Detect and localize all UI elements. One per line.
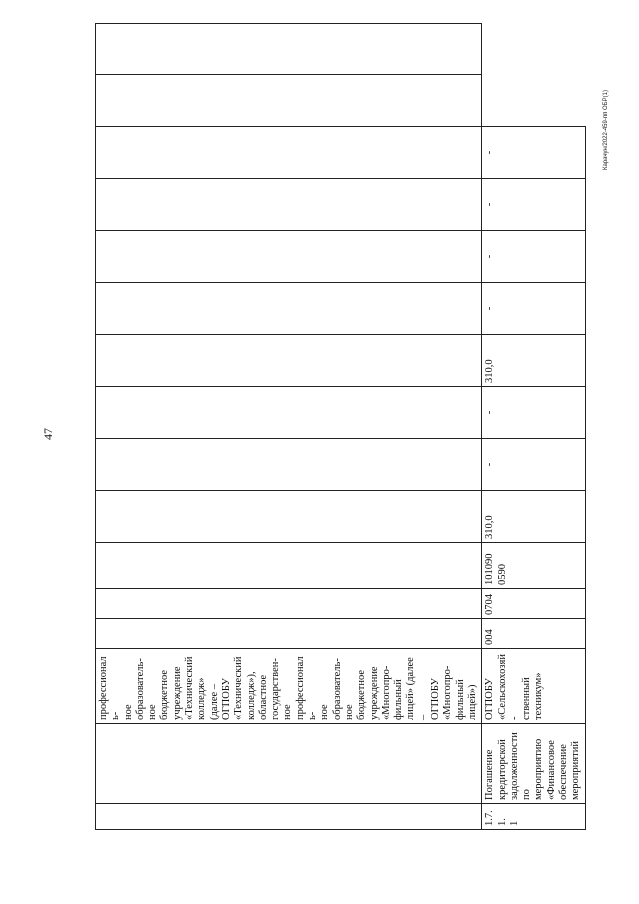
cell-csr xyxy=(482,543,585,589)
budget-table xyxy=(95,23,586,830)
row-executor: ОГПОБУ «Сельскохозяй- ственный техникум» xyxy=(484,654,545,720)
cell-year xyxy=(482,335,585,387)
cell-executor xyxy=(96,649,482,724)
page-number: 47 xyxy=(41,428,55,440)
cell-rzpr xyxy=(96,589,482,619)
cell-name xyxy=(482,724,585,804)
row-number: 1.7.1. 1 xyxy=(484,810,520,826)
cell-total xyxy=(96,491,482,543)
row-year-5: - xyxy=(484,254,496,259)
cell-year xyxy=(482,283,585,335)
row-year-4: - xyxy=(484,306,496,311)
table-row-1-7-1-1 xyxy=(482,24,585,830)
cell-year xyxy=(482,231,585,283)
row-grbs: 004 xyxy=(484,629,496,645)
cell-name xyxy=(96,724,482,804)
row-name: Погашение кредиторской задолженности по мероприятию «Финансовое обеспечение мероприятий xyxy=(484,732,582,800)
cell-year xyxy=(482,439,585,491)
cell-year xyxy=(96,439,482,491)
budget-table-container xyxy=(95,64,582,830)
row-total: 310,0 xyxy=(484,515,496,539)
cell-year xyxy=(96,335,482,387)
cell-number xyxy=(96,804,482,830)
cell-year xyxy=(96,231,482,283)
cell-csr xyxy=(96,543,482,589)
cell-grbs xyxy=(482,619,585,649)
cell-year xyxy=(482,179,585,231)
cell-total xyxy=(482,491,585,543)
cell-year xyxy=(96,127,482,179)
cell-year xyxy=(96,75,482,127)
cell-executor xyxy=(482,649,585,724)
cell-year xyxy=(96,387,482,439)
row-year-2: - xyxy=(484,410,496,415)
row-csr: 101090 0590 xyxy=(484,553,508,585)
cell-year xyxy=(482,127,585,179)
row-year-1: - xyxy=(484,462,496,467)
cell-grbs xyxy=(96,619,482,649)
row-year-3: 310,0 xyxy=(484,359,496,383)
cell-number xyxy=(482,804,585,830)
cell-year xyxy=(96,24,482,75)
table-row-continuation xyxy=(96,24,482,830)
document-reference-note: Карачун/2022-459-пп ОБР(1) xyxy=(603,90,609,170)
cell-year xyxy=(96,179,482,231)
cell-year xyxy=(482,387,585,439)
cell-year xyxy=(96,283,482,335)
row-year-6: - xyxy=(484,202,496,207)
row-rzpr: 0704 xyxy=(484,594,496,615)
cell-rzpr xyxy=(482,589,585,619)
executor-text: профессиональ- ное образователь- ное бюджетное учреждение «Технический колледж» (далее – ОГПОБУ «Технический колледж»), областное государствен- ное профессиональ- ное образователь- ное бюджетное учреждение «Многопро- фильный лицей» (далее – ОГПОБУ «Многопро- фильный лицей») xyxy=(98,656,478,720)
row-year-7: - xyxy=(484,150,496,155)
